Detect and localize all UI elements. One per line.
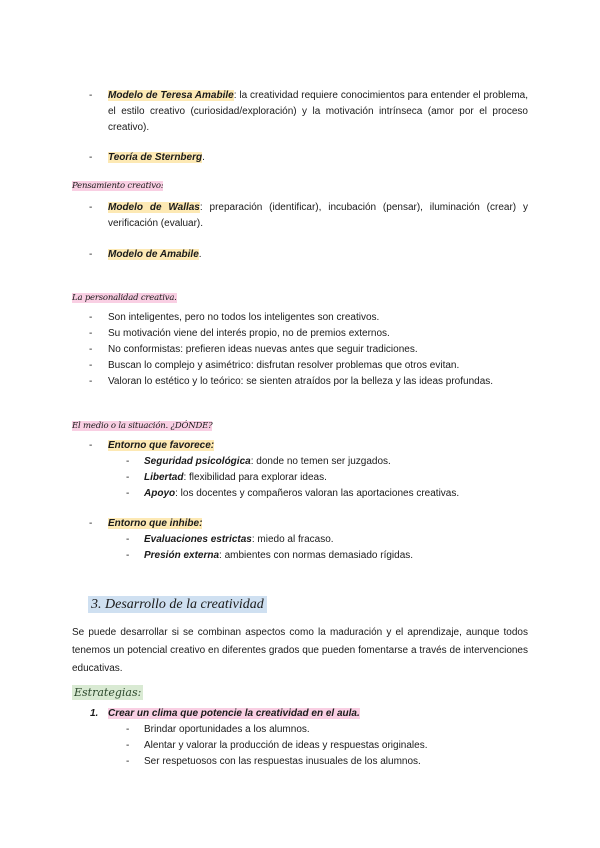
wallas-term: Modelo de Wallas xyxy=(108,202,200,213)
item-term: Seguridad psicológica xyxy=(144,456,251,467)
list-item xyxy=(72,358,528,374)
desarrollo-paragraph xyxy=(72,624,528,678)
bullet-dash: - xyxy=(89,249,93,260)
amabile-term: Modelo de Teresa Amabile xyxy=(108,90,234,101)
bullet-dash: - xyxy=(126,756,130,767)
item-text: : los docentes y compañeros valoran las aportaciones creativas. xyxy=(175,488,460,499)
list-item-text: Su motivación viene del interés propio, no de premios externos. xyxy=(108,328,390,339)
personalidad-heading xyxy=(72,292,528,303)
inhibe-title: Entorno que inhibe: xyxy=(108,518,203,529)
item-text: : miedo al fracaso. xyxy=(251,534,334,545)
list-item xyxy=(72,754,528,770)
bullet-dash: - xyxy=(126,724,130,735)
section-heading-text: 3. Desarrollo de la creatividad xyxy=(88,596,267,613)
list-item-text: No conformistas: prefieren ideas nuevas antes que seguir tradiciones. xyxy=(108,344,418,355)
list-item-text: Son inteligentes, pero no todos los inteligentes son creativos. xyxy=(108,312,380,323)
bullet-dash: - xyxy=(89,202,93,213)
list-item-text: Brindar oportunidades a los alumnos. xyxy=(144,724,310,735)
medio-heading-text: El medio o la situación. ¿DÓNDE? xyxy=(72,421,213,431)
item-number: 1. xyxy=(90,708,99,719)
section-heading xyxy=(88,597,544,613)
list-item xyxy=(72,374,528,390)
bullet-dash: - xyxy=(89,328,93,339)
list-item xyxy=(72,326,528,342)
bullet-dash: - xyxy=(89,518,93,529)
bullet-dash: - xyxy=(126,534,130,545)
bullet-dash: - xyxy=(89,344,93,355)
sternberg-term: Teoría de Sternberg xyxy=(108,152,203,163)
pensamiento-heading-text: Pensamiento creativo: xyxy=(72,181,164,191)
list-item xyxy=(72,454,528,470)
sternberg-item xyxy=(72,150,528,166)
list-item xyxy=(72,738,528,754)
personalidad-list xyxy=(72,310,528,390)
list-item xyxy=(72,722,528,738)
list-item xyxy=(72,342,528,358)
item-text: : ambientes con normas demasiado rígidas. xyxy=(219,550,414,561)
bullet-dash: - xyxy=(89,360,93,371)
favorece-title: Entorno que favorece: xyxy=(108,440,215,451)
amabile-model-item xyxy=(72,247,528,263)
bullet-dash: - xyxy=(126,472,130,483)
item-term: Libertad xyxy=(144,472,184,483)
list-item xyxy=(72,548,528,564)
bullet-dash: - xyxy=(126,456,130,467)
estrategias-heading xyxy=(72,686,528,699)
estrategias-heading-text: Estrategias: xyxy=(74,686,142,699)
desarrollo-paragraph-text: Se puede desarrollar si se combinan aspectos como la maduración y el aprendizaje, aunque todos tenemos un potencial creativo en diferentes grados que pueden fomentarse a través de intervenciones educativas. xyxy=(72,627,528,674)
bullet-dash: - xyxy=(126,550,130,561)
list-item xyxy=(72,486,528,502)
item-term: Apoyo xyxy=(144,488,176,499)
item-text: : flexibilidad para explorar ideas. xyxy=(183,472,327,483)
bullet-dash: - xyxy=(89,90,93,101)
list-item xyxy=(72,470,528,486)
bullet-dash: - xyxy=(126,740,130,751)
list-item xyxy=(72,310,528,326)
medio-heading xyxy=(72,420,528,431)
list-item-text: Alentar y valorar la producción de ideas y respuestas originales. xyxy=(144,740,428,751)
item-text: : donde no temen ser juzgados. xyxy=(250,456,391,467)
list-item-text: Ser respetuosos con las respuestas inusuales de los alumnos. xyxy=(144,756,421,767)
amabile-text: : la creatividad requiere conocimientos para entender el problema, el estilo creativo (curiosidad/exploración) y la motivación intrínseca (amor por el proceso creativo). xyxy=(108,90,528,133)
item-term: Evaluaciones estrictas xyxy=(144,534,252,545)
bullet-dash: - xyxy=(89,440,93,451)
list-item-text: Buscan lo complejo y asimétrico: disfrutan resolver problemas que otros evitan. xyxy=(108,360,460,371)
bullet-dash: - xyxy=(89,152,93,163)
list-item-text: Valoran lo estético y lo teórico: se sienten atraídos por la belleza y las ideas profundas. xyxy=(108,376,494,387)
list-item xyxy=(72,532,528,548)
wallas-item xyxy=(72,200,528,232)
wallas-text: : preparación (identificar), incubación (pensar), iluminación (crear) y verificación (evaluar). xyxy=(108,202,528,229)
estrategia-1 xyxy=(72,706,528,770)
bullet-dash: - xyxy=(126,488,130,499)
estrategia-title: Crear un clima que potencie la creatividad en el aula. xyxy=(108,708,360,719)
personalidad-heading-text: La personalidad creativa. xyxy=(72,293,177,303)
amabile-item xyxy=(72,88,528,136)
item-term: Presión externa xyxy=(144,550,220,561)
bullet-dash: - xyxy=(89,312,93,323)
sternberg-suffix: . xyxy=(202,152,205,163)
amabile-model-suffix: . xyxy=(198,249,202,260)
pensamiento-heading xyxy=(72,180,528,191)
inhibe-section xyxy=(72,516,528,564)
amabile-model-term: Modelo de Amabile xyxy=(108,249,199,260)
favorece-section xyxy=(72,438,528,502)
bullet-dash: - xyxy=(89,376,93,387)
